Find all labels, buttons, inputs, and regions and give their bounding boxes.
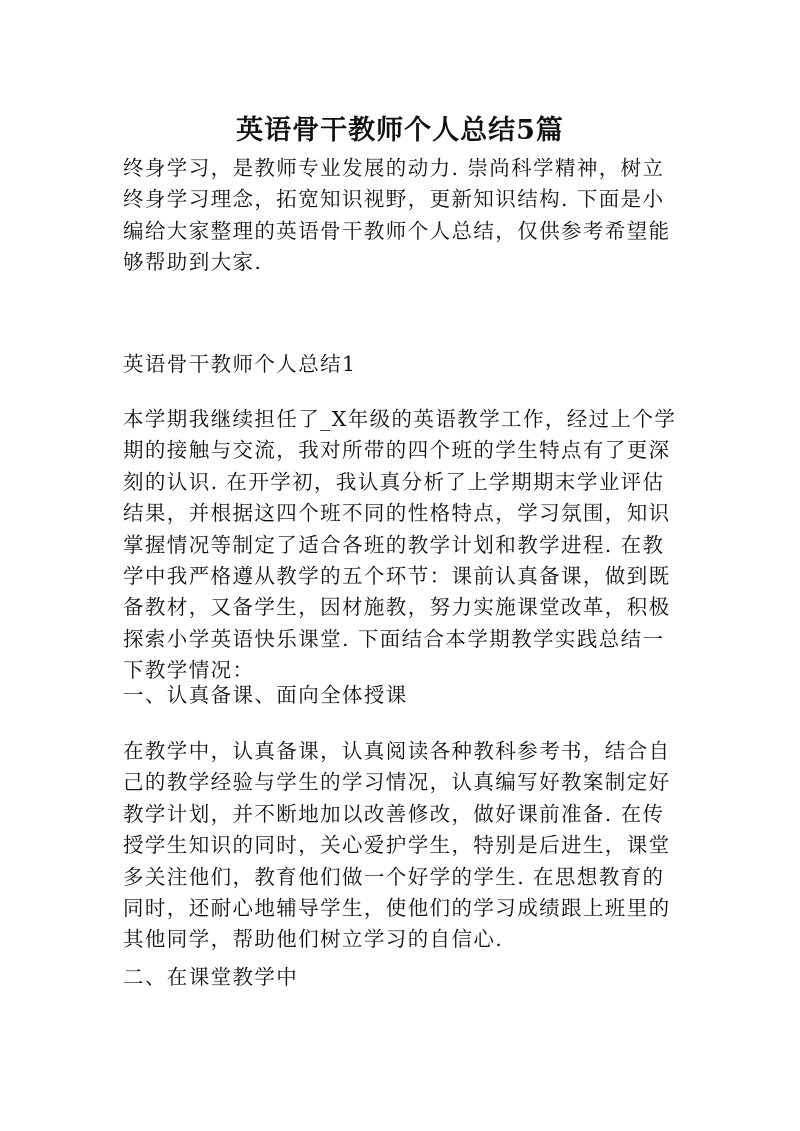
paragraph-line: 其他同学，帮助他们树立学习的自信心. (123, 927, 504, 952)
paragraph-line: 同时，还耐心地辅导学生，使他们的学习成绩跟上班里的 (123, 896, 671, 921)
paragraph-line: 掌握情况等制定了适合各班的教学计划和教学进程. 在教 (123, 532, 665, 557)
paragraph-line: 够帮助到大家. (123, 250, 263, 275)
paragraph-line: 期的接触与交流，我对所带的四个班的学生特点有了更深 (123, 438, 671, 463)
paragraph-line: 下教学情况： (123, 658, 255, 683)
paragraph-line: 本学期我继续担任了_X年级的英语教学工作，经过上个学 (123, 407, 677, 431)
paragraph-line: 在教学中，认真备课，认真阅读各种教科参考书，结合自 (123, 739, 671, 763)
paragraph-line: 结果，并根据这四个班不同的性格特点，学习氛围，知识 (123, 501, 671, 526)
intro-paragraph (123, 153, 683, 279)
subheading-1: 一、认真备课、面向全体授课 (123, 683, 408, 707)
paragraph-line: 教学计划，并不断地加以改善修改，做好课前准备. 在传 (123, 801, 665, 826)
paragraph-line: 刻的认识. 在开学初，我认真分析了上学期期末学业评估 (123, 469, 665, 494)
paragraph-line: 己的教学经验与学生的学习情况，认真编写好教案制定好 (123, 770, 671, 795)
paragraph-line: 多关注他们，教育他们做一个好学的学生. 在思想教育的 (123, 864, 665, 889)
paragraph-line: 终身学习，是教师专业发展的动力. 崇尚科学精神，树立 (123, 156, 665, 180)
section-heading-1: 英语骨干教师个人总结1 (123, 352, 357, 376)
subsection1-paragraph (123, 736, 683, 956)
paragraph-line: 学中我严格遵从教学的五个环节：课前认真备课，做到既 (123, 564, 671, 589)
paragraph-line: 授学生知识的同时，关心爱护学生，特别是后进生，课堂 (123, 833, 671, 858)
paragraph-line: 备教材，又备学生，因材施教，努力实施课堂改革，积极 (123, 595, 671, 620)
subheading-2: 二、在课堂教学中 (123, 965, 299, 989)
paragraph-line: 终身学习理念，拓宽知识视野，更新知识结构. 下面是小 (123, 187, 665, 212)
section1-paragraph (123, 404, 683, 687)
paragraph-line: 编给大家整理的英语骨干教师个人总结，仅供参考希望能 (123, 218, 671, 243)
document-title: 英语骨干教师个人总结5篇 (236, 115, 564, 146)
paragraph-line: 探索小学英语快乐课堂. 下面结合本学期教学实践总结一 (123, 626, 665, 651)
